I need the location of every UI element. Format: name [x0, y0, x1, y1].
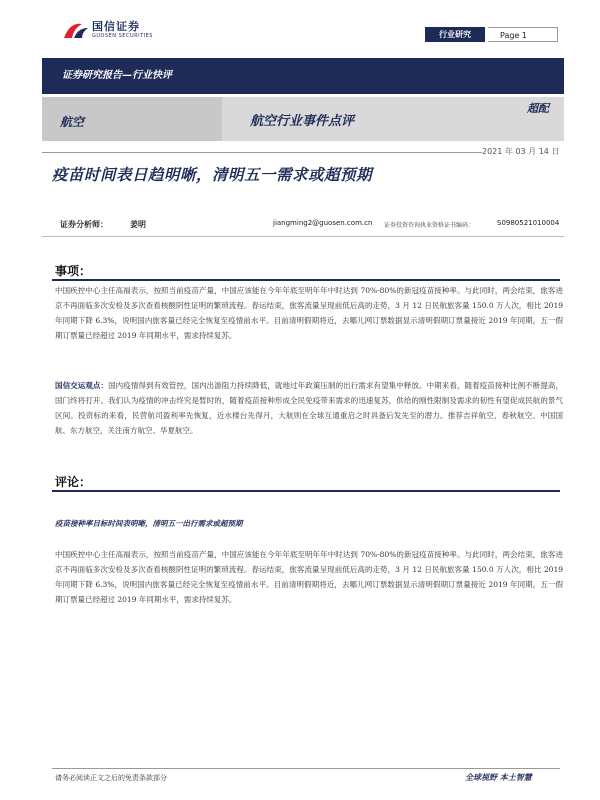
cert-label: 证券投资咨询执业资格证书编码： — [384, 222, 475, 229]
section-rule — [52, 490, 560, 492]
footer-divider — [52, 768, 560, 769]
report-title: 航空行业事件点评 — [250, 114, 355, 129]
events-paragraph: 中国疾控中心主任高福表示，按照当前疫苗产量，中国应该能在今年年底至明年年中时达到 70%-80%的新冠疫苗接种率。与此同时，两会结束，旅客进京不再面临多次安检及多次查看核酸阴性证明的繁琐流程。春运结束，旅客流量呈现前低后高的走势，3 月 12 日民航旅客量 150.0 万人次，相比 2019 年同期下降 6.3%，说明国内旅客量已经完全恢复至疫情前水平。目前清明假期将近，去哪儿网订票数据显示清明假期订票量接近 2019 年同期，五一假期订票量已经超过 2019 年同期水平，需求持续复苏。 — [55, 286, 563, 340]
logo-mark-icon — [62, 20, 90, 40]
analyst-email: jiangming2@guosen.com.cn — [273, 219, 373, 227]
comment-heading: 评论： — [55, 475, 92, 489]
analyst-name: 姜明 — [130, 219, 146, 229]
view-paragraph — [55, 378, 563, 438]
logo-subtext: GUOSEN SECURITIES — [92, 33, 153, 39]
footer-slogan: 全球视野 本土智慧 — [465, 772, 532, 782]
footer-disclaimer: 请务必阅读正文之后的免责条款部分 — [55, 774, 167, 782]
cert-number: S0980521010004 — [497, 219, 560, 227]
analyst-label: 证券分析师： — [60, 219, 108, 229]
comment-subtitle: 疫苗接种率目标时间表明晰，清明五一出行需求或超预期 — [55, 519, 243, 528]
divider — [42, 236, 564, 237]
rating: 超配 — [527, 102, 549, 115]
headline: 疫苗时间表日趋明晰，清明五一需求或超预期 — [52, 165, 373, 184]
events-heading: 事项： — [55, 264, 92, 278]
logo-text: 国信证券 — [92, 20, 140, 33]
view-text: 国内疫情得到有效管控，国内出游阻力持续降低，就地过年政策压制的出行需求有望集中释放。中期来看，随着疫苗接种比例不断提高，国门终将打开。我们认为疫情的冲击终究是暂时的，随着疫苗接种形成全民免疫带来需求的迅速复苏，供给的刚性限制及需求的韧性有望促成民航的景气区间。投资标的来看，民营航司盈利率先恢复，近水楼台先得月，大航则在全球互通重启之时具备后发先至的潜力。推荐吉祥航空、春秋航空、中国国航、东方航空，关注南方航空、华夏航空。 — [55, 381, 564, 435]
sector-name: 航空 — [60, 115, 85, 129]
report-date: 2021 年 03 月 14 日 — [482, 147, 560, 156]
view-label: 国信交运观点： — [55, 381, 109, 390]
report-type-tag: 行业研究 — [425, 27, 485, 42]
comment-paragraph: 中国疾控中心主任高福表示，按照当前疫苗产量，中国应该能在今年年底至明年年中时达到 70%-80%的新冠疫苗接种率。与此同时，两会结束，旅客进京不再面临多次安检及多次查看核酸阴性证明的繁琐流程。春运结束，旅客流量呈现前低后高的走势，3 月 12 日民航旅客量 150.0 万人次，相比 2019 年同期下降 6.3%，说明国内旅客量已经完全恢复至疫情前水平。目前清明假期将近，去哪儿网订票数据显示清明假期订票量接近 2019 年同期，五一假期订票量已经超过 2019 年同期水平，需求持续复苏。 — [55, 550, 563, 604]
company-logo — [62, 16, 182, 44]
page-number: Page 1 — [488, 27, 558, 42]
banner-title: 证券研究报告—行业快评 — [62, 70, 172, 81]
section-rule — [52, 279, 560, 281]
divider — [42, 152, 482, 153]
